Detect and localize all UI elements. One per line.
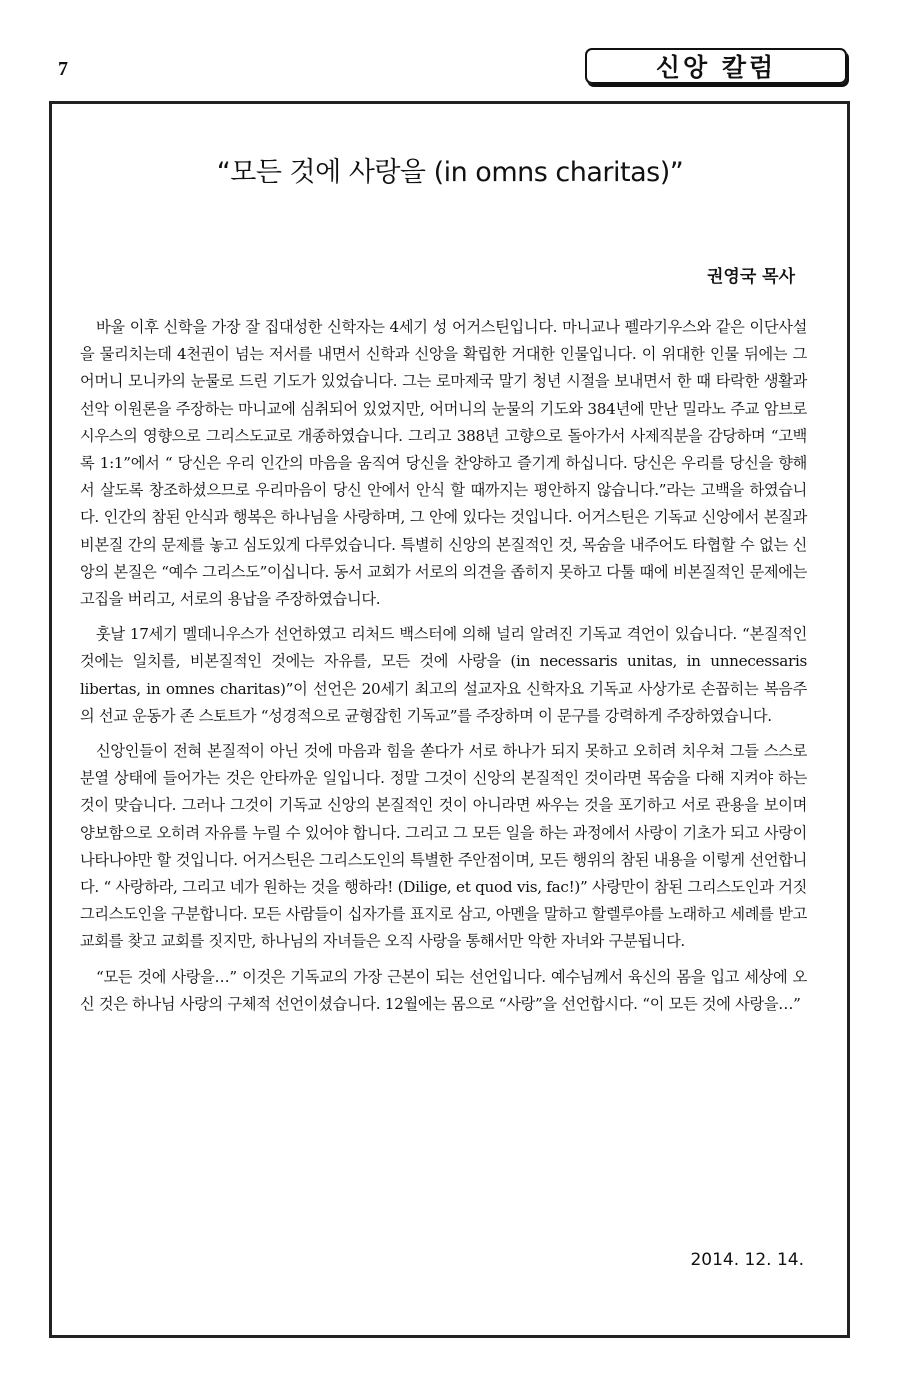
paragraph-4: “모든 것에 사랑을…” 이것은 기독교의 가장 근본이 되는 선언입니다. 예수님께서 육신의 몸을 입고 세상에 오신 것은 하나님 사랑의 구체적 선언이셨습니다. 12월에는 몸으로 “사랑”을 선언합시다. “이 모든 것에 사랑을…” bbox=[80, 967, 807, 1013]
paragraph-2: 훗날 17세기 멜데니우스가 선언하였고 리처드 백스터에 의해 널리 알려진 기독교 격언이 있습니다. “본질적인 것에는 일치를, 비본질적인 것에는 자유를, 모든 것에 사랑을 (in necessaris unitas, in unnecessaris libertas, in omnes charitas)”이 선언은 20세기 최고의 설교자요 신학자요 기독교 사상가로 손꼽히는 복음주의 선교 운동가 존 스토트가 “성경적으로 균형잡힌 기독교”를 주장하며 이 문구를 강력하게 주장하였습니다. bbox=[80, 625, 807, 725]
page-number: 7 bbox=[58, 58, 68, 80]
article-date: 2014. 12. 14. bbox=[690, 1250, 804, 1270]
section-title-box bbox=[585, 48, 847, 84]
article-title: “모든 것에 사랑을 (in omns charitas)” bbox=[216, 157, 684, 188]
paragraph-3: 신앙인들이 전혀 본질적이 아닌 것에 마음과 힘을 쏟다가 서로 하나가 되지 못하고 오히려 치우쳐 그들 스스로 분열 상태에 들어가는 것은 안타까운 일입니다. 정말 그것이 신앙의 본질적인 것이라면 목숨을 다해 지켜야 하는 것이 맞습니다. 그러나 그것이 기독교 신앙의 본질적인 것이 아니라면 싸우는 것을 포기하고 서로 관용을 보이며 양보함으로 오히려 자유를 누릴 수 있어야 합니다. 그리고 그 모든 일을 하는 과정에서 사랑이 기초가 되고 사랑이 나타나야만 할 것입니다. 어거스틴은 그리스도인의 특별한 주안점이며, 모든 행위의 참된 내용을 이렇게 선언합니다. “ 사랑하라, 그리고 네가 원하는 것을 행하라! (Dilige, et quod vis, fac!)” 사랑만이 참된 그리스도인과 거짓 그리스도인을 구분합니다. 모든 사람들이 십자가를 표지로 삼고, 아멘을 말하고 할렐루야를 노래하고 세례를 받고 교회를 찾고 교회를 짓지만, 하나님의 자녀들은 오직 사랑을 통해서만 악한 자녀와 구분됩니다. bbox=[80, 742, 807, 951]
section-title: 신앙 칼럼 bbox=[655, 53, 777, 82]
paragraph-1: 바울 이후 신학을 가장 잘 집대성한 신학자는 4세기 성 어거스틴입니다. 마니교나 펠라기우스와 같은 이단사설을 물리치는데 4천권이 넘는 저서를 내면서 신학과 신앙을 확립한 거대한 인물입니다. 이 위대한 인물 뒤에는 그 어머니 모니카의 눈물로 드린 기도가 있었습니다. 그는 로마제국 말기 청년 시절을 보내면서 한 때 타락한 생활과 선악 이원론을 주장하는 마니교에 심취되어 있었지만, 어머니의 눈물의 기도와 384년에 만난 밀라노 주교 암브로시우스의 영향으로 그리스도교로 개종하였습니다. 그리고 388년 고향으로 돌아가서 사제직분을 감당하며 “고백록 1:1”에서 “ 당신은 우리 인간의 마음을 움직여 당신을 찬양하고 즐기게 하십니다. 당신은 우리를 당신을 향해서 살도록 창조하셨으므로 우리마음이 당신 안에서 안식 할 때까지는 평안하지 않습니다.”라는 고백을 하였습니다. 인간의 참된 안식과 행복은 하나님을 사랑하며, 그 안에 있다는 것입니다. 어거스틴은 기독교 신앙에서 본질과 비본질 간의 문제를 놓고 심도있게 다루었습니다. 특별히 신앙의 본질적인 것, 목숨을 내주어도 타협할 수 없는 신앙의 본질은 “예수 그리스도”이십니다. 동서 교회가 서로의 의견을 좁히지 못하고 다툴 때에 비본질적인 문제에는 고집을 버리고, 서로의 용납을 주장하였습니다. bbox=[80, 318, 807, 609]
article-body bbox=[80, 314, 807, 1026]
article-author: 권영국 목사 bbox=[706, 267, 795, 287]
